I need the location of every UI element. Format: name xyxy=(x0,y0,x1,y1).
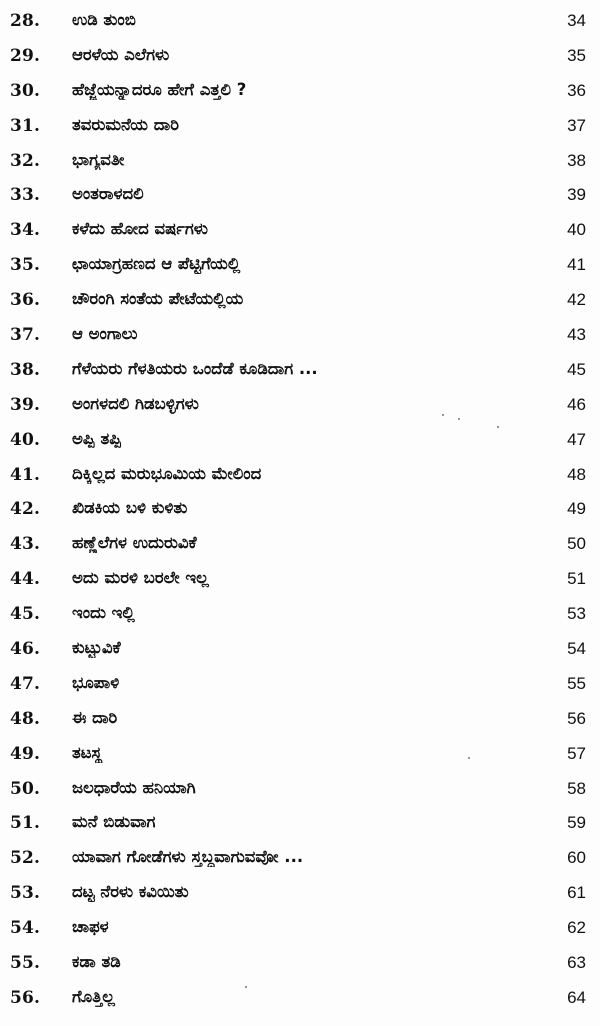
entry-page-number: 43 xyxy=(567,325,586,345)
entry-title: ಕುಟ್ಟುವಿಕೆ xyxy=(72,638,121,658)
entry-number: 34. xyxy=(10,220,41,241)
entry-title: ಜಲಧಾರೆಯ ಹನಿಯಾಗಿ xyxy=(72,777,196,797)
entry-number: 37. xyxy=(10,325,41,346)
entry-title: ತವರುಮನೆಯ ದಾರಿ xyxy=(72,114,179,134)
entry-page-number: 57 xyxy=(567,743,586,763)
entry-page-number: 37 xyxy=(567,115,586,135)
entry-number: 46. xyxy=(10,639,41,660)
entry-page-number: 50 xyxy=(567,534,586,554)
toc-entry xyxy=(0,529,600,564)
entry-number: 53. xyxy=(10,883,41,904)
entry-title: ಭೂಪಾಳಿ xyxy=(72,672,120,692)
entry-page-number: 35 xyxy=(567,45,586,65)
entry-page-number: 38 xyxy=(567,150,586,170)
entry-number: 39. xyxy=(10,394,41,415)
entry-number: 55. xyxy=(10,953,41,974)
entry-title: ಮನೆ ಬಿಡುವಾಗ xyxy=(72,812,156,832)
toc-entry xyxy=(0,425,600,460)
entry-page-number: 41 xyxy=(567,255,586,275)
toc-entry xyxy=(0,599,600,634)
toc-entry xyxy=(0,704,600,739)
entry-title: ಕಡಾ ತಡಿ xyxy=(72,952,121,972)
entry-title: ದಟ್ಟ ನೆರಳು ಕವಿಯಿತು xyxy=(72,882,189,902)
entry-page-number: 48 xyxy=(567,464,586,484)
entry-title: ಗೊತ್ತಿಲ್ಲ xyxy=(72,986,115,1006)
entry-number: 54. xyxy=(10,918,41,939)
entry-number: 48. xyxy=(10,708,41,729)
toc-entry xyxy=(0,215,600,250)
entry-title: ಛಾಯಾಗ್ರಹಣದ ಆ ಪೆಟ್ಟಿಗೆಯಲ್ಲಿ xyxy=(72,254,241,274)
entry-page-number: 51 xyxy=(567,569,586,589)
entry-page-number: 49 xyxy=(567,499,586,519)
scan-speck xyxy=(245,986,247,988)
entry-number: 35. xyxy=(10,255,41,276)
toc-entry xyxy=(0,320,600,355)
toc-entry xyxy=(0,355,600,390)
entry-page-number: 34 xyxy=(567,11,586,30)
entry-number: 42. xyxy=(10,499,41,520)
entry-title: ಖಿಡಕಿಯ ಬಳಿ ಕುಳಿತು xyxy=(72,498,188,518)
entry-page-number: 54 xyxy=(567,639,586,659)
entry-page-number: 39 xyxy=(567,185,586,205)
entry-page-number: 40 xyxy=(567,220,586,240)
entry-title: ಉಡಿ ತುಂಬಿ xyxy=(72,10,136,29)
entry-number: 28. xyxy=(10,11,41,31)
entry-number: 56. xyxy=(10,987,41,1008)
scan-speck xyxy=(442,414,444,416)
toc-entry xyxy=(0,983,600,1018)
scan-speck xyxy=(458,418,460,420)
scan-speck xyxy=(468,757,470,759)
toc-entry xyxy=(0,460,600,495)
entry-title: ಅಪ್ಪಿ ತಪ್ಪಿ xyxy=(72,428,122,448)
toc-entry xyxy=(0,843,600,878)
entry-page-number: 42 xyxy=(567,290,586,310)
entry-page-number: 46 xyxy=(567,394,586,414)
entry-title: ಗೆಳೆಯರು ಗೆಳತಿಯರು ಒಂದೆಡೆ ಕೂಡಿದಾಗ ... xyxy=(72,358,318,378)
entry-number: 40. xyxy=(10,429,41,450)
entry-number: 45. xyxy=(10,604,41,625)
entry-title: ಈ ದಾರಿ xyxy=(72,707,118,727)
toc-entry xyxy=(0,774,600,809)
entry-page-number: 60 xyxy=(567,848,586,868)
toc-entry xyxy=(0,913,600,948)
entry-title: ಯಾವಾಗ ಗೋಡೆಗಳು ಸ್ತಬ್ಧವಾಗುವವೋ ... xyxy=(72,847,304,867)
entry-page-number: 58 xyxy=(567,778,586,798)
entry-page-number: 64 xyxy=(567,987,586,1007)
entry-page-number: 47 xyxy=(567,429,586,449)
entry-title: ಹೆಜ್ಜೆಯನ್ನಾದರೂ ಹೇಗೆ ಎತ್ತಲಿ ? xyxy=(72,79,247,99)
entry-page-number: 45 xyxy=(567,359,586,379)
entry-title: ಆರಳೆಯ ಎಲೆಗಳು xyxy=(72,44,170,64)
toc-entry xyxy=(0,180,600,215)
entry-page-number: 62 xyxy=(567,918,586,938)
entry-number: 36. xyxy=(10,290,41,311)
toc-entry xyxy=(0,669,600,704)
toc-entry xyxy=(0,285,600,320)
toc-entry xyxy=(0,494,600,529)
entry-number: 47. xyxy=(10,673,41,694)
entry-page-number: 59 xyxy=(567,813,586,833)
entry-title: ಭಾಗ್ಯವತೀ xyxy=(72,149,125,169)
entry-title: ದಿಕ್ಕಿಲ್ಲದ ಮರುಭೂಮಿಯ ಮೇಲಿಂದ xyxy=(72,463,262,483)
entry-title: ಅದು ಮರಳಿ ಬರಲೇ ಇಲ್ಲ xyxy=(72,568,209,588)
entry-number: 38. xyxy=(10,359,41,380)
scan-speck xyxy=(497,426,499,428)
toc-entry xyxy=(0,250,600,285)
entry-number: 30. xyxy=(10,80,41,101)
toc-entry xyxy=(0,41,600,76)
entry-title: ಅಂತರಾಳದಲಿ xyxy=(72,184,144,204)
entry-number: 29. xyxy=(10,45,41,66)
entry-title: ಚೌರಂಗಿ ಸಂತೆಯ ಪೇಟೆಯಲ್ಲಿಯ xyxy=(72,289,244,309)
toc-entry xyxy=(0,878,600,913)
entry-number: 44. xyxy=(10,569,41,590)
entry-number: 52. xyxy=(10,848,41,869)
entry-page-number: 36 xyxy=(567,80,586,100)
entry-number: 51. xyxy=(10,813,41,834)
entry-page-number: 53 xyxy=(567,604,586,624)
entry-number: 43. xyxy=(10,534,41,555)
entry-title: ಕಳೆದು ಹೋದ ವರ್ಷಗಳು xyxy=(72,219,208,239)
entry-number: 32. xyxy=(10,150,41,171)
entry-page-number: 55 xyxy=(567,673,586,693)
toc-entry xyxy=(0,6,600,41)
entry-page-number: 61 xyxy=(567,883,586,903)
toc-entry xyxy=(0,564,600,599)
toc-entry xyxy=(0,808,600,843)
toc-entry xyxy=(0,111,600,146)
entry-number: 33. xyxy=(10,185,41,206)
toc-entry xyxy=(0,948,600,983)
entry-title: ಹಣ್ಣೆಲೆಗಳ ಉದುರುವಿಕೆ xyxy=(72,533,197,553)
entry-title: ತಟಸ್ಥ xyxy=(72,742,102,762)
entry-title: ಆ ಅಂಗಾಲು xyxy=(72,324,138,344)
entry-number: 49. xyxy=(10,743,41,764)
entry-page-number: 56 xyxy=(567,708,586,728)
toc-entry xyxy=(0,390,600,425)
toc-entry xyxy=(0,146,600,181)
entry-number: 31. xyxy=(10,115,41,136)
toc-entry xyxy=(0,76,600,111)
table-of-contents xyxy=(0,6,600,1018)
toc-entry xyxy=(0,634,600,669)
entry-number: 41. xyxy=(10,464,41,485)
entry-title: ಚಾಫಳ xyxy=(72,917,109,937)
entry-page-number: 63 xyxy=(567,953,586,973)
toc-entry xyxy=(0,739,600,774)
entry-title: ಅಂಗಳದಲಿ ಗಿಡಬಳ್ಳಿಗಳು xyxy=(72,393,199,413)
entry-title: ಇಂದು ಇಲ್ಲಿ xyxy=(72,603,135,623)
entry-number: 50. xyxy=(10,778,41,799)
